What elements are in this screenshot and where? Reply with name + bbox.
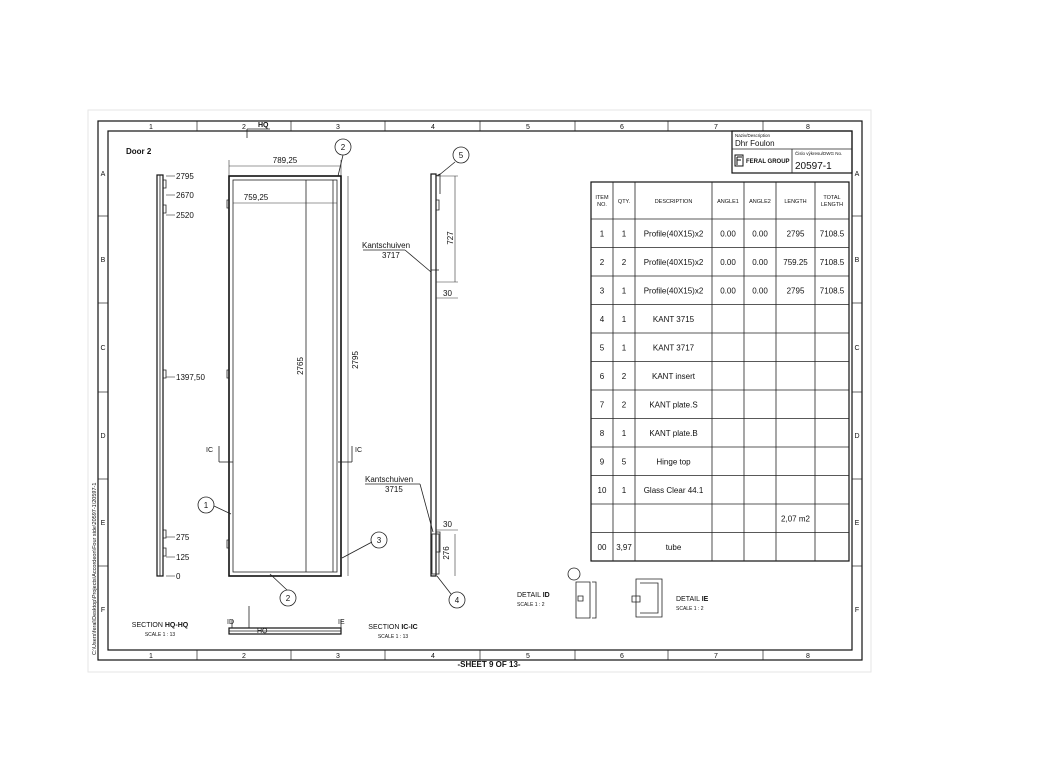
bom-cell: 7108.5	[819, 257, 845, 267]
kant-top-label: Kantschuiven	[362, 241, 411, 250]
col-label-3-bottom: 3	[336, 653, 340, 660]
bom-cell: 2795	[786, 229, 805, 239]
ic-dim-30-top: 30	[443, 289, 452, 298]
bom-cell: 9	[599, 457, 605, 467]
bom-header-cell: ITEM	[595, 195, 609, 201]
detail-ie-title: DETAIL IE	[676, 596, 709, 603]
bom-cell: 0.00	[720, 229, 736, 239]
bom-cell: 3,97	[616, 542, 632, 552]
bom-cell: KANT plate.B	[649, 428, 698, 438]
row-label-e-right: E	[854, 520, 860, 527]
row-label-d-right: D	[854, 433, 860, 440]
bom-cell: 1	[621, 314, 627, 324]
row-label-e: E	[100, 520, 106, 527]
bom-header-cell: ANGLE1	[717, 199, 739, 205]
bom-cell: Profile(40X15)x2	[643, 257, 704, 267]
col-label-6: 6	[620, 124, 624, 131]
balloon-2-top-label: 2	[340, 143, 346, 152]
bom-cell: 8	[599, 428, 605, 438]
section-ic-scale: SCALE 1 : 13	[377, 634, 409, 640]
bom-cell: KANT insert	[652, 371, 695, 381]
bom-header-cell: LENGTH	[784, 199, 807, 205]
bom-cell: tube	[665, 542, 682, 552]
bom-cell: 7108.5	[819, 229, 845, 239]
hq-dim-125: 125	[176, 553, 190, 562]
bom-cell: KANT plate.S	[649, 400, 698, 410]
col-label-8: 8	[806, 124, 810, 131]
row-label-a: A	[100, 171, 106, 178]
col-label-6-bottom: 6	[620, 653, 624, 660]
col-label-7: 7	[714, 124, 718, 131]
bom-header-cell-line2: LENGTH	[820, 202, 844, 208]
dim-width-inner: 759,25	[243, 193, 269, 202]
bom-cell: 0.00	[752, 229, 768, 239]
row-label-f: F	[100, 607, 106, 614]
bom-cell: 2,07 m2	[781, 514, 810, 524]
hq-dim-1397-50: 1397,50	[176, 373, 205, 382]
bom-cell: 3	[599, 286, 605, 296]
bom-cell: 6	[599, 371, 605, 381]
hq-dim-275: 275	[176, 533, 190, 542]
col-label-2-bottom: 2	[242, 653, 246, 660]
bom-cell: 759.25	[783, 257, 808, 267]
hq-dim-2670: 2670	[176, 191, 194, 200]
bom-header-cell: ANGLE2	[749, 199, 771, 205]
bom-cell: 2	[599, 257, 605, 267]
bom-cell: 2795	[786, 286, 805, 296]
bom-cell: 1	[621, 229, 627, 239]
bom-cell: 1	[621, 343, 627, 353]
bom-cell: 1	[621, 428, 627, 438]
kant-bottom-value: 3715	[385, 485, 403, 494]
bom-cell: 0.00	[752, 286, 768, 296]
bottom-hq-label: HQ	[257, 628, 268, 635]
bom-cell: KANT 3717	[652, 343, 695, 353]
bom-cell: 5	[599, 343, 605, 353]
dwg-number: 20597-1	[795, 161, 832, 172]
col-label-4: 4	[431, 124, 435, 131]
sheet-label: -SHEET 9 OF 13-	[457, 660, 521, 669]
bom-cell: 4	[599, 314, 605, 324]
ic-dim-276: 276	[442, 546, 451, 560]
bom-cell: Profile(40X15)x2	[643, 286, 704, 296]
bom-cell: 2	[621, 257, 627, 267]
col-label-8-bottom: 8	[806, 653, 810, 660]
company-name: FERAL GROUP	[746, 159, 790, 165]
row-label-d: D	[100, 433, 106, 440]
section-hq-scale: SCALE 1 : 13	[144, 632, 176, 638]
kant-top-value: 3717	[382, 251, 400, 260]
detail-id-title: DETAIL ID	[517, 592, 550, 599]
bottom-ie-label: IE	[338, 619, 345, 626]
bom-cell: Hinge top	[656, 457, 691, 467]
hq-dim-0: 0	[176, 572, 181, 581]
dim-width-outer: 789,25	[272, 156, 298, 165]
bom-cell: Profile(40X15)x2	[643, 229, 704, 239]
bom-cell: 5	[621, 457, 627, 467]
col-label-1: 1	[149, 124, 153, 131]
row-label-c: C	[100, 345, 106, 352]
kant-bottom-label: Kantschuiven	[365, 475, 414, 484]
row-label-b: B	[100, 257, 106, 264]
bom-cell: 2	[621, 371, 627, 381]
file-path: C:\Users\feral\Desktop\Projects\Accordeon\Four side\20597-1\20597-1	[92, 482, 98, 655]
view-title: Door 2	[126, 147, 152, 156]
dwg-label: Čislo výkresu/DWG No.	[795, 151, 843, 156]
row-label-f-right: F	[854, 607, 860, 614]
bom-cell: 10	[597, 485, 607, 495]
bom-cell: 0.00	[720, 257, 736, 267]
balloon-5-label: 5	[458, 151, 464, 160]
balloon-2-bottom-label: 2	[285, 594, 291, 603]
col-label-5-bottom: 5	[526, 653, 530, 660]
ic-label-right: IC	[355, 447, 362, 454]
section-ic-title: SECTION IC-IC	[368, 624, 418, 631]
col-label-4-bottom: 4	[431, 653, 435, 660]
bom-cell: 2	[621, 400, 627, 410]
bom-cell: 7108.5	[819, 286, 845, 296]
ic-label-left: IC	[206, 447, 213, 454]
bom-cell: 1	[621, 286, 627, 296]
detail-id-scale: SCALE 1 : 2	[517, 602, 545, 608]
bottom-id-label: ID	[227, 619, 234, 626]
row-label-a-right: A	[854, 171, 860, 178]
hq-dim-2795: 2795	[176, 172, 194, 181]
bom-cell: Glass Clear 44.1	[643, 485, 704, 495]
bom-cell: 1	[599, 229, 605, 239]
row-label-b-right: B	[854, 257, 860, 264]
ic-dim-30-bottom: 30	[443, 520, 452, 529]
bom-cell: 00	[597, 542, 607, 552]
bom-header-cell: TOTAL	[823, 195, 841, 201]
section-hq-title: SECTION HQ-HQ	[131, 622, 189, 629]
bom-cell: 1	[621, 485, 627, 495]
bom-cell: 0.00	[720, 286, 736, 296]
col-label-3: 3	[336, 124, 340, 131]
detail-ie-scale: SCALE 1 : 2	[676, 606, 704, 612]
hq-dim-2520: 2520	[176, 211, 194, 220]
hq-marker-label: HQ	[258, 122, 269, 129]
col-label-5: 5	[526, 124, 530, 131]
bom-header-cell: QTY.	[617, 199, 631, 205]
balloon-3-label: 3	[376, 536, 382, 545]
desc-label: Naziv/Description	[735, 133, 771, 138]
desc-value: Dhr Foulon	[735, 139, 775, 148]
col-label-2: 2	[242, 124, 246, 131]
balloon-1-label: 1	[203, 501, 209, 510]
bom-header-cell-line2: NO.	[597, 202, 607, 208]
balloon-4-label: 4	[454, 596, 460, 605]
bom-cell: KANT 3715	[652, 314, 695, 324]
col-label-1-bottom: 1	[149, 653, 153, 660]
col-label-7-bottom: 7	[714, 653, 718, 660]
bom-header-cell: DESCRIPTION	[654, 199, 693, 205]
dim-height-outer: 2795	[351, 351, 360, 369]
bom-cell: 0.00	[752, 257, 768, 267]
row-label-c-right: C	[854, 345, 860, 352]
ic-dim-727: 727	[446, 231, 455, 245]
bom-cell: 7	[599, 400, 605, 410]
dim-height-inner: 2765	[296, 357, 305, 375]
